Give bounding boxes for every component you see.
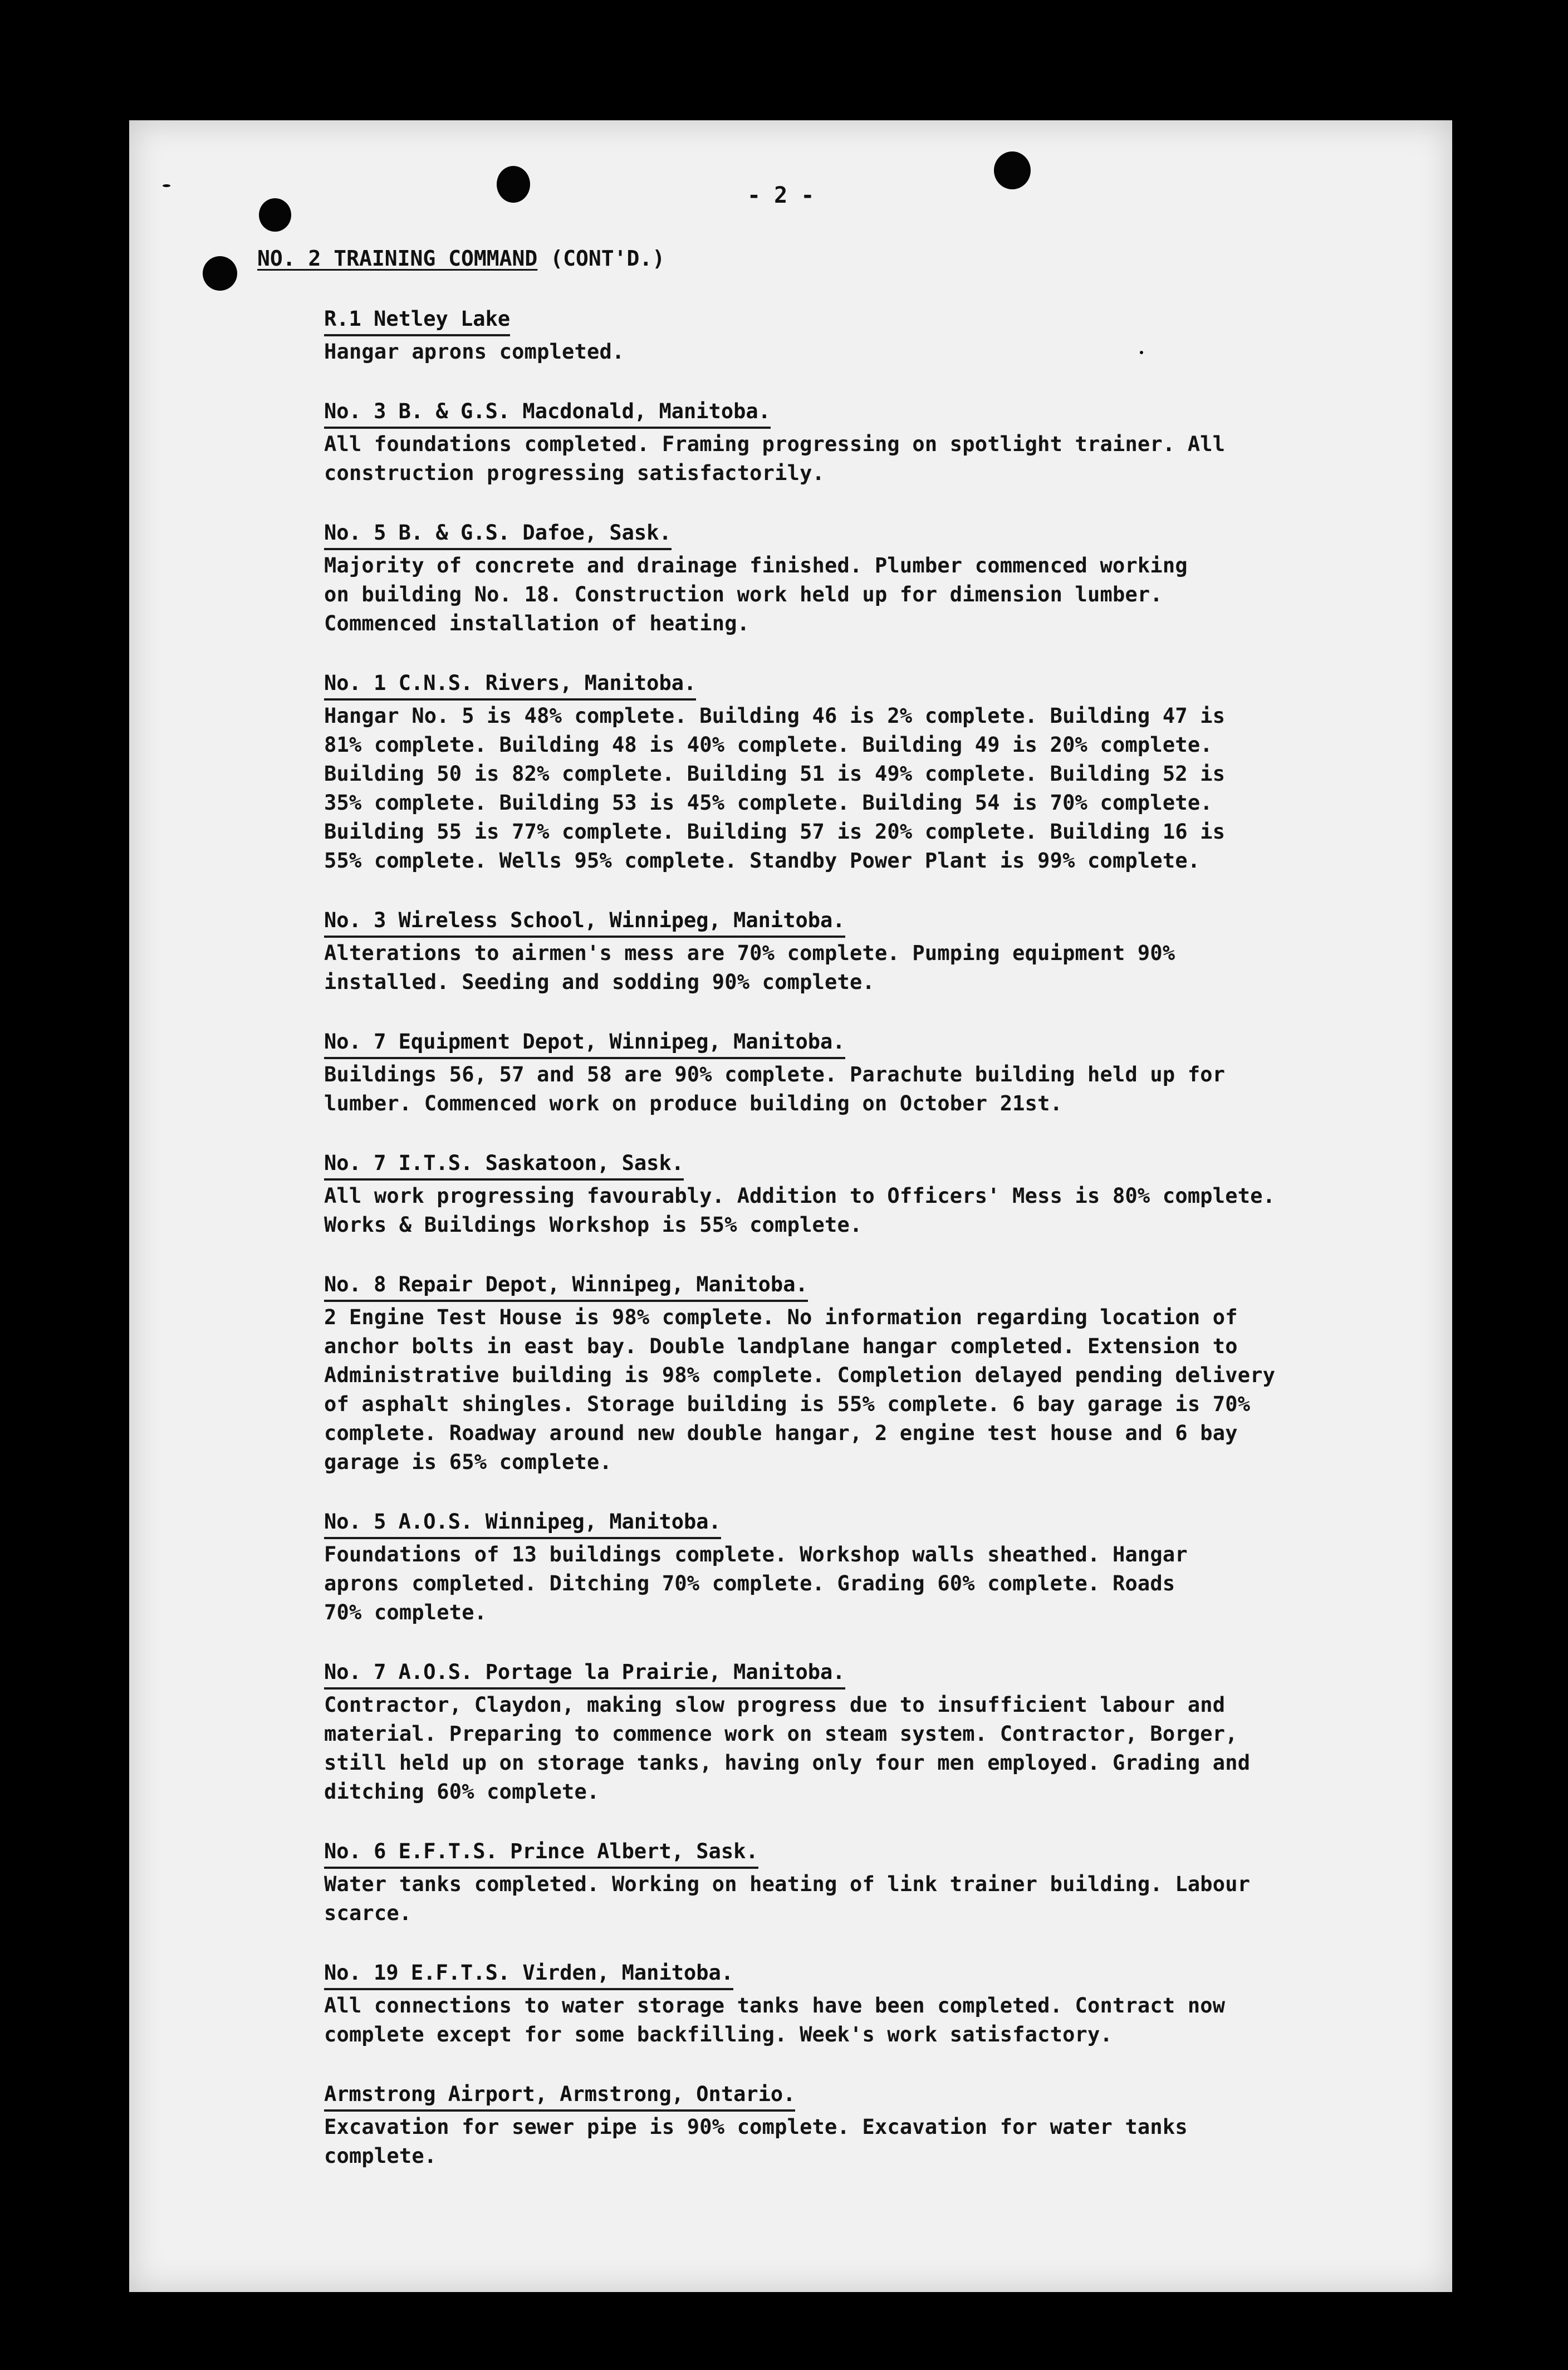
section-saskatoon bbox=[324, 1148, 1404, 1240]
section-netley-lake bbox=[324, 304, 1404, 366]
section-title: No. 5 B. & G.S. Dafoe, Sask. bbox=[324, 518, 672, 550]
section-title: No. 7 Equipment Depot, Winnipeg, Manitoba. bbox=[324, 1027, 845, 1059]
section-dafoe bbox=[324, 518, 1404, 638]
section-title: No. 6 E.F.T.S. Prince Albert, Sask. bbox=[324, 1837, 758, 1869]
section-body: Alterations to airmen's mess are 70% complete. Pumping equipment 90% installed. Seeding and sodding 90% complete. bbox=[324, 941, 1175, 994]
section-title: No. 3 Wireless School, Winnipeg, Manitoba. bbox=[324, 905, 845, 938]
section-body: Hangar No. 5 is 48% complete. Building 46 is 2% complete. Building 47 is 81% complete. Building 48 is 40% complete. Building 49 is 20% complete. Building 50 is 82% complete. Building 51 is 49% complete. Building 52 is 35% complete. Building 53 is 45% complete. Building 54 is 70% complete. Building 55 is 77% complete. Building 57 is 20% complete. Building 16 is 55% complete. Wells 95% complete. Standby Power Plant is 99% complete. bbox=[324, 704, 1226, 873]
heading-text: NO. 2 TRAINING COMMAND bbox=[257, 246, 538, 271]
section-title: No. 7 I.T.S. Saskatoon, Sask. bbox=[324, 1148, 684, 1181]
punch-hole-top-center bbox=[497, 166, 530, 203]
paper-speck bbox=[163, 184, 170, 187]
section-body: Buildings 56, 57 and 58 are 90% complete. Parachute building held up for lumber. Commenced work on produce building on October 21st. bbox=[324, 1062, 1226, 1115]
section-title: R.1 Netley Lake bbox=[324, 304, 510, 336]
section-body: Excavation for sewer pipe is 90% complete. Excavation for water tanks complete. bbox=[324, 2115, 1188, 2168]
section-aos-winnipeg bbox=[324, 1507, 1404, 1627]
punch-hole-top-right bbox=[994, 151, 1031, 189]
section-body: Contractor, Claydon, making slow progress due to insufficient labour and material. Preparing to commence work on steam system. Contractor, Borger, still held up on storage tanks, having only four men employed. Grading and ditching 60% complete. bbox=[324, 1693, 1251, 1804]
section-repair-depot bbox=[324, 1270, 1404, 1477]
punch-hole-left bbox=[203, 256, 237, 291]
section-macdonald bbox=[324, 396, 1404, 488]
section-title: No. 19 E.F.T.S. Virden, Manitoba. bbox=[324, 1958, 733, 1990]
section-equipment-depot bbox=[324, 1027, 1404, 1118]
punch-hole-top-left bbox=[259, 198, 291, 232]
section-body: Water tanks completed. Working on heating of link trainer building. Labour scarce. bbox=[324, 1872, 1251, 1925]
section-body: All connections to water storage tanks have been completed. Contract now complete except for some backfilling. Week's work satisfactory. bbox=[324, 1994, 1226, 2046]
section-title: No. 1 C.N.S. Rivers, Manitoba. bbox=[324, 668, 696, 701]
section-body: All work progressing favourably. Addition to Officers' Mess is 80% complete. Works & Buildings Workshop is 55% complete. bbox=[324, 1184, 1276, 1237]
section-wireless-school bbox=[324, 905, 1404, 997]
section-body: 2 Engine Test House is 98% complete. No information regarding location of anchor bolts in east bay. Double landplane hangar completed. Extension to Administrative building is 98% complete. Completion delayed pending delivery of asphalt shingles. Storage building is 55% complete. 6 bay garage is 70% complete. Roadway around new double hangar, 2 engine test house and 6 bay garage is 65% complete. bbox=[324, 1305, 1276, 1474]
section-virden bbox=[324, 1958, 1404, 2049]
report-sections bbox=[324, 304, 1404, 2201]
section-title: No. 5 A.O.S. Winnipeg, Manitoba. bbox=[324, 1507, 721, 1539]
section-title: Armstrong Airport, Armstrong, Ontario. bbox=[324, 2079, 795, 2112]
section-armstrong bbox=[324, 2079, 1404, 2171]
heading-suffix: (CONT'D.) bbox=[537, 246, 665, 271]
page-number: - 2 - bbox=[747, 183, 815, 208]
section-body: Foundations of 13 buildings complete. Workshop walls sheathed. Hangar aprons completed. Ditching 70% complete. Grading 60% complete. Roads 70% complete. bbox=[324, 1543, 1188, 1624]
section-prince-albert bbox=[324, 1837, 1404, 1928]
document-page bbox=[129, 120, 1452, 2292]
section-portage bbox=[324, 1657, 1404, 1806]
section-body: Hangar aprons completed. bbox=[324, 340, 625, 364]
section-title: No. 8 Repair Depot, Winnipeg, Manitoba. bbox=[324, 1270, 808, 1302]
document-heading bbox=[257, 246, 665, 271]
section-body: All foundations completed. Framing progressing on spotlight trainer. All construction progressing satisfactorily. bbox=[324, 432, 1226, 485]
section-title: No. 3 B. & G.S. Macdonald, Manitoba. bbox=[324, 396, 771, 429]
section-body: Majority of concrete and drainage finished. Plumber commenced working on building No. 18. Construction work held up for dimension lumber. Commenced installation of heating. bbox=[324, 554, 1188, 635]
section-rivers bbox=[324, 668, 1404, 875]
section-title: No. 7 A.O.S. Portage la Prairie, Manitoba. bbox=[324, 1657, 845, 1690]
